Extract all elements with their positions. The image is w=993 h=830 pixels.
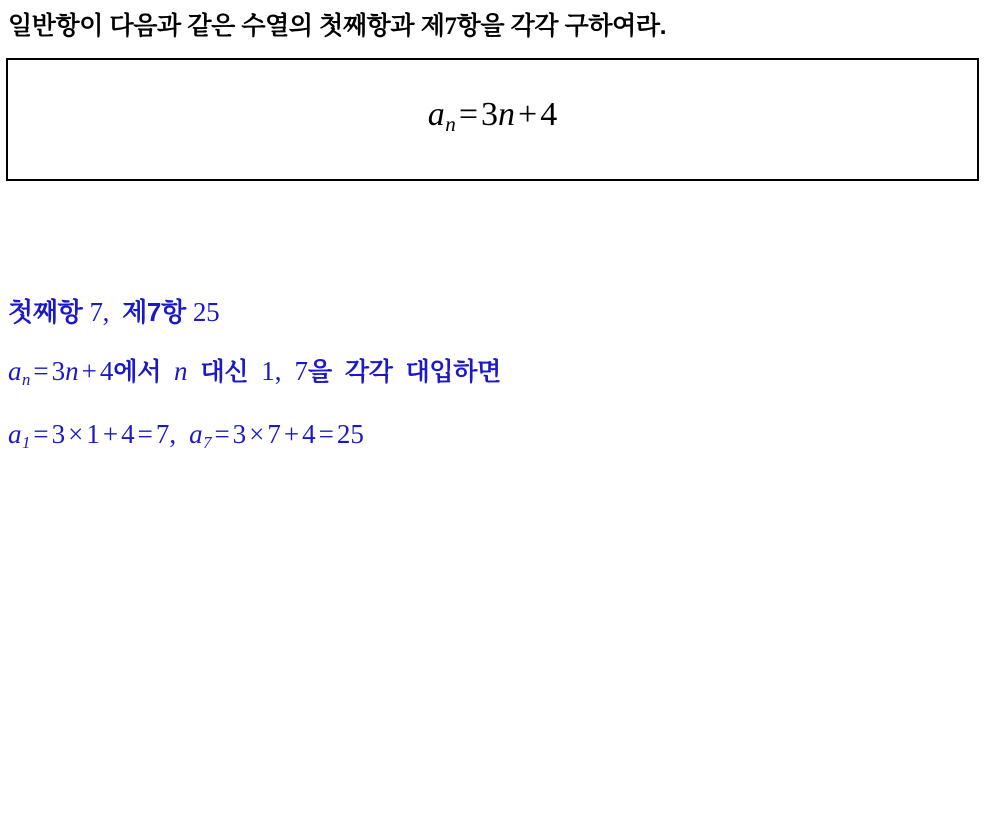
step2-times-1: ×	[68, 419, 84, 449]
step1-gakgak: 각각	[344, 358, 393, 386]
formula-equals: =	[458, 96, 479, 133]
step1-four: 4	[99, 356, 114, 386]
step2-result-1: 7	[155, 419, 170, 449]
formula-term-variable: n	[498, 96, 516, 133]
step1-equals: =	[33, 356, 49, 386]
step1-a-subscript: n	[22, 369, 31, 389]
step1-plus: +	[81, 356, 97, 386]
step2-one: 1	[86, 419, 100, 449]
step2-four-2: 4	[302, 419, 316, 449]
step2-plus-2: +	[283, 419, 300, 449]
step1-one: 1	[261, 356, 275, 386]
step1-var-n: n	[174, 356, 188, 386]
step2-three-1: 3	[51, 419, 66, 449]
step1-eseo: 에서	[113, 358, 162, 386]
answer-summary-line	[8, 292, 219, 329]
first-term-value: 7	[89, 297, 103, 327]
step2-seven: 7	[267, 419, 281, 449]
step2-result-2: 25	[336, 419, 364, 449]
seventh-term-value: 25	[192, 297, 220, 327]
formula-plus: +	[518, 96, 538, 133]
step2-times-2: ×	[249, 419, 265, 449]
step1-seven: 7	[294, 356, 308, 386]
step1-eul: 을	[308, 358, 332, 386]
prompt-part-2: 항을 각각 구하여라.	[456, 12, 667, 40]
step2-a7-subscript: 7	[203, 432, 212, 452]
seventh-term-label: 제7항	[122, 297, 186, 327]
question-prompt	[8, 6, 983, 42]
solution-step-2	[8, 419, 364, 453]
formula-constant: 4	[540, 96, 558, 133]
step2-four-1: 4	[121, 419, 135, 449]
step1-daesin: 대신	[200, 358, 249, 386]
step2-eq-result-1: =	[137, 419, 153, 449]
prompt-part-1: 일반항이 다음과 같은 수열의 첫째항과 제	[8, 12, 445, 40]
formula-box	[6, 58, 979, 181]
answer-comma: ,	[102, 297, 110, 327]
step2-comma: ,	[169, 419, 177, 449]
step1-three: 3	[51, 356, 66, 386]
formula-coefficient: 3	[481, 96, 499, 133]
step2-eq-2: =	[214, 419, 230, 449]
step2-eq-1: =	[33, 419, 49, 449]
step1-a: a	[8, 356, 22, 386]
step1-n: n	[65, 356, 79, 386]
step2-a1-subscript: 1	[22, 432, 31, 452]
step2-plus-1: +	[102, 419, 119, 449]
solution-step-1	[8, 352, 501, 390]
step1-daeip: 대입하면	[405, 358, 501, 386]
step1-comma: ,	[274, 356, 282, 386]
first-term-label: 첫째항	[8, 297, 83, 327]
step2-a7: a	[189, 419, 203, 449]
step2-eq-result-2: =	[318, 419, 334, 449]
step2-three-2: 3	[232, 419, 247, 449]
formula-subscript: n	[445, 111, 456, 136]
formula-variable: a	[427, 96, 445, 133]
step2-a1: a	[8, 419, 22, 449]
prompt-term-number: 7	[444, 13, 457, 40]
general-term-formula	[8, 96, 977, 137]
